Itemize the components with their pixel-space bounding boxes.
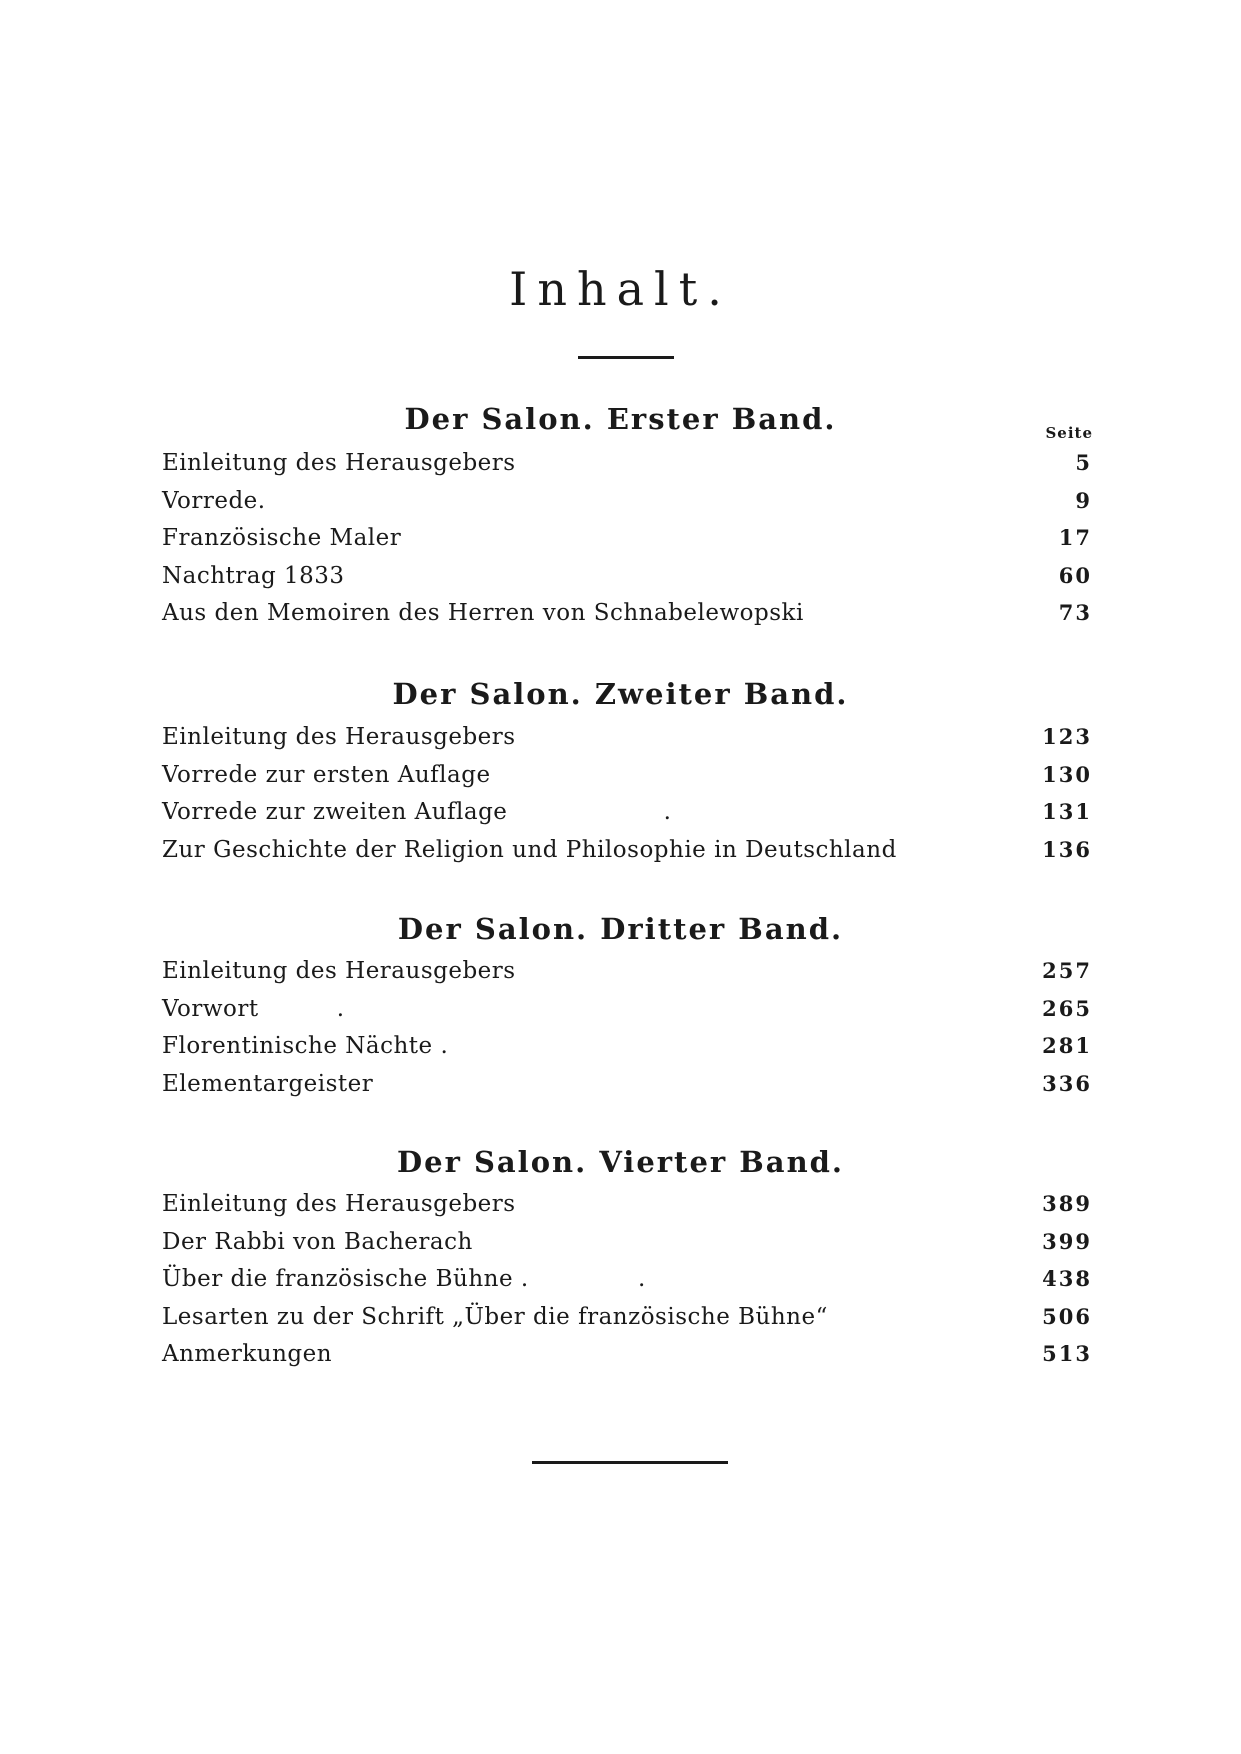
entry-title: Einleitung des Herausgebers [162,1191,516,1217]
entry-title: Einleitung des Herausgebers [162,450,516,476]
entry-page: 136 [1042,836,1092,862]
section-heading-3: Der Salon. Dritter Band. [397,912,844,946]
page-title: Inhalt. [509,262,732,316]
toc-entry[interactable] [162,482,1092,520]
entry-title: Elementargeister [162,1070,374,1097]
entry-page: 73 [1058,600,1092,625]
toc-entry[interactable] [162,1335,1092,1373]
toc-entry[interactable] [162,1298,1092,1336]
entry-title: Florentinische Nächte . [162,1033,449,1059]
entry-title: Einleitung des Herausgebers [162,724,516,750]
entry-page: 123 [1042,724,1092,749]
entry-page: 17 [1058,525,1092,550]
entry-title: Vorrede zur zweiten Auflage . [162,799,672,825]
page-column-label: Seite [1045,424,1093,442]
entry-page: 265 [1042,995,1092,1021]
entry-page: 513 [1042,1341,1092,1366]
entry-title: Aus den Memoiren des Herren von Schnabelewopski [162,600,804,626]
entry-page: 257 [1042,958,1092,983]
toc-entry[interactable] [162,718,1092,756]
entry-page: 506 [1042,1303,1092,1329]
section-heading-4: Der Salon. Vierter Band. [396,1145,845,1179]
entry-page: 131 [1042,799,1092,824]
section-entries-1 [162,444,1092,632]
entry-title: Lesarten zu der Schrift „Über die französische Bühne“ [162,1303,828,1330]
entry-title: Nachtrag 1833 [162,562,345,589]
toc-entry[interactable] [162,1027,1092,1065]
toc-entry[interactable] [162,952,1092,990]
entry-title: Vorrede zur ersten Auflage [162,761,491,788]
toc-entry[interactable] [162,831,1092,869]
toc-entry[interactable] [162,1260,1092,1298]
section-heading-1: Der Salon. Erster Band. [404,402,837,436]
entry-title: Vorrede. [162,487,266,514]
entry-page: 281 [1042,1033,1092,1058]
entry-page: 60 [1058,562,1092,588]
section-entries-2 [162,718,1092,868]
entry-page: 130 [1042,761,1092,787]
section-entries-4 [162,1185,1092,1373]
toc-entry[interactable] [162,1223,1092,1261]
entry-page: 399 [1042,1228,1092,1254]
toc-entry[interactable] [162,594,1092,632]
toc-entry[interactable] [162,990,1092,1028]
entry-page: 389 [1042,1191,1092,1216]
entry-page: 438 [1042,1266,1092,1291]
toc-entry[interactable] [162,557,1092,595]
entry-title: Zur Geschichte der Religion und Philosophie in Deutschland [162,836,897,863]
section-heading-2: Der Salon. Zweiter Band. [392,677,849,711]
toc-entry[interactable] [162,519,1092,557]
entry-page: 336 [1042,1070,1092,1096]
toc-entry[interactable] [162,756,1092,794]
closing-divider [532,1461,728,1464]
title-divider [578,356,674,359]
toc-entry[interactable] [162,444,1092,482]
entry-title: Vorwort . [162,995,345,1022]
entry-page: 5 [1075,450,1092,475]
entry-title: Französische Maler [162,525,402,551]
entry-title: Anmerkungen [162,1341,333,1367]
entry-title: Einleitung des Herausgebers [162,958,516,984]
toc-entry[interactable] [162,1065,1092,1103]
entry-page: 9 [1075,487,1092,513]
section-entries-3 [162,952,1092,1102]
toc-entry[interactable] [162,1185,1092,1223]
toc-entry[interactable] [162,793,1092,831]
entry-title: Über die französische Bühne . . [162,1266,646,1292]
entry-title: Der Rabbi von Bacherach [162,1228,473,1255]
